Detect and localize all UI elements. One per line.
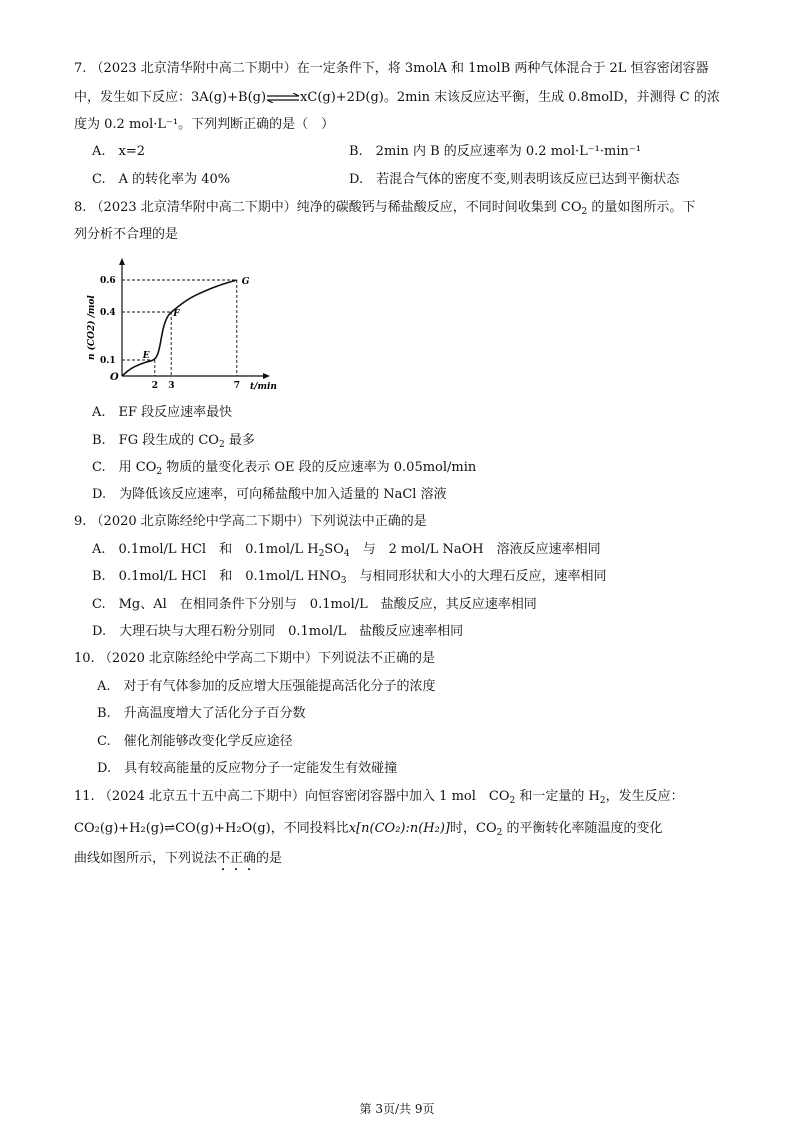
q9-option-d-row [92,623,463,641]
q8-option-b-sub: 2 [218,440,225,450]
q9-option-a-mid: SO [324,542,344,557]
q10-source: （2020 北京陈经纶中学高二下期中） [98,651,319,666]
q10-line1 [74,650,435,668]
y-axis-arrow-icon [119,258,125,265]
q8-option-a: A. EF 段反应速率最快 [92,405,233,420]
y-tick-label-0-6: 0.6 [100,276,116,286]
q8-number: 8. [74,200,87,215]
q9-option-b-sub: 3 [340,576,347,586]
q7-option-d: D. 若混合气体的密度不变,则表明该反应已达到平衡状态 [349,172,680,187]
q8-option-c-sub: 2 [156,467,163,477]
q11-emphasis-text: 不正确 [217,851,257,866]
x-tick-label-7: 7 [233,381,241,391]
q8-option-d-row [92,486,447,504]
q7-options-row1 [92,143,145,161]
q9-line1 [74,513,427,531]
q7-stem-part4: 度为 0.2 mol·L⁻¹。下列判断正确的是（ ） [74,117,335,132]
q11-stem-sub1: 2 [509,796,516,806]
q8-option-b-end: 最多 [224,433,255,448]
q8-stem-part3: 列分析不合理的是 [74,227,179,242]
q9-option-b-end: 与相同形状和大小的大理石反应，速率相同 [346,569,607,584]
q7-option-c: C. A 的转化率为 40% [92,172,231,187]
q7-stem-part3: xC(g)+2D(g)。2min 末该反应达平衡，生成 0.8molD，并测得 C 的浓 [300,90,720,105]
equilibrium-arrow-icon [266,93,300,103]
q8-stem-part2: 的量如图所示。下 [587,200,696,215]
q11-stem-part6: 的平衡转化率随温度的变化 [502,821,663,836]
x-tick-label-2: 2 [151,381,159,391]
q11-stem-part7: 曲线如图所示，下列说法 [74,851,218,866]
q9-number: 9. [74,514,87,529]
y-axis-label: n (CO2) /mol [87,295,97,360]
point-label-e: E [142,351,150,361]
q8-line1 [74,199,695,217]
q11-stem-sub2: 2 [599,796,606,806]
q11-number: 11. [74,789,95,804]
q8-source: （2023 北京清华附中高二下期中） [90,200,297,215]
page-footer: 第 3页/共 9页 [359,1102,435,1116]
q7-option-b-wrap [349,143,641,161]
q7-source: （2023 北京清华附中高二下期中） [90,61,297,76]
q7-stem-part1: 在一定条件下，将 3molA 和 1molB 两种气体混合于 2L 恒容密闭容器 [296,61,709,76]
q8-option-c-end: 物质的量变化表示 OE 段的反应速率为 0.05mol/min [162,460,477,475]
q10-option-d: D. 具有较高能量的反应物分子一定能发生有效碰撞 [97,761,398,776]
q11-stem-part1: 向恒容密闭容器中加入 1 mol CO [305,789,510,804]
q7-line1 [74,60,709,78]
q11-stem-part3: ，发生反应： [605,789,684,804]
q8-line2 [74,226,178,244]
q8-option-b-row [92,432,255,450]
q9-option-c: C. Mg、Al 在相同条件下分别与 0.1mol/L 盐酸反应，其反应速率相同 [92,597,537,612]
q11-equation-left: CO₂(g)+H₂(g) [74,821,165,836]
q9-source: （2020 北京陈经纶中学高二下期中） [90,514,310,529]
series-line-co2 [122,280,237,376]
q9-option-a-row [92,541,601,559]
q11-line2 [74,820,663,838]
x-axis-arrow-icon [263,373,270,379]
q11-stem-part8: 的是 [256,851,283,866]
q9-option-a-sub2: 4 [343,549,350,559]
y-tick-label-0-4: 0.4 [100,308,116,318]
point-label-f: F [173,309,180,319]
q11-stem-part4: ，不同投料比 [270,821,349,836]
q9-option-b-row [92,568,607,586]
co2-amount-chart [74,252,286,394]
q10-stem: 下列说法不正确的是 [318,651,436,666]
q8-option-c: C. 用 CO [92,460,157,475]
q7-number: 7. [74,61,87,76]
q7-option-b: B. 2min 内 B 的反应速率为 0.2 mol·L⁻¹·min⁻¹ [349,144,641,159]
q9-option-c-row [92,596,537,614]
q7-line3 [74,116,334,134]
q11-equilibrium-icon: ⇌ [164,821,176,836]
q11-ratio-expression: x[n(CO₂):n(H₂)] [348,821,451,836]
q9-option-b: B. 0.1mol/L HCl 和 0.1mol/L HNO [92,569,341,584]
y-tick-label-0-1: 0.1 [100,356,116,366]
q10-option-b: B. 升高温度增大了活化分子百分数 [97,706,306,721]
q10-option-c-row [97,733,293,751]
q8-option-d: D. 为降低该反应速率，可向稀盐酸中加入适量的 NaCl 溶液 [92,487,447,502]
q9-option-a-sub1: 2 [318,549,325,559]
q8-stem-sub: 2 [581,207,588,217]
q7-option-a: A. x=2 [92,144,146,159]
q10-option-a: A. 对于有气体参加的反应增大压强能提高活化分子的浓度 [97,679,436,694]
q8-stem-part1: 纯净的碳酸钙与稀盐酸反应，不同时间收集到 CO [296,200,582,215]
q11-line1 [74,788,684,806]
q9-stem: 下列说法中正确的是 [309,514,427,529]
point-label-g: G [241,277,250,287]
q11-stem-sub3: 2 [496,828,503,838]
q10-option-b-row [97,705,306,723]
q9-option-a-end: 与 2 mol/L NaOH 溶液反应速率相同 [349,542,601,557]
q7-line2 [74,89,720,107]
q11-stem-part5: 时，CO [450,821,497,836]
q8-option-a-row [92,404,232,422]
q11-source: （2024 北京五十五中高二下期中） [98,789,306,804]
q8-option-c-row [92,459,476,477]
q10-option-a-row [97,678,436,696]
x-axis-label: t/min [250,382,277,392]
q9-option-a: A. 0.1mol/L HCl 和 0.1mol/L H [92,542,319,557]
origin-label: O [110,372,119,383]
q7-options-row2 [92,171,230,189]
q10-option-c: C. 催化剂能够改变化学反应途径 [97,734,293,749]
x-tick-label-3: 3 [168,381,175,391]
q8-option-b: B. FG 段生成的 CO [92,433,219,448]
q10-option-d-row [97,760,397,778]
q7-option-d-wrap [349,171,679,189]
q11-line3 [74,850,282,874]
q9-option-d: D. 大理石块与大理石粉分别同 0.1mol/L 盐酸反应速率相同 [92,624,464,639]
q7-stem-part2: 中，发生如下反应：3A(g)+B(g) [74,90,267,105]
q11-equation-right: CO(g)+H₂O(g) [175,821,271,836]
q11-stem-part2: 和一定量的 H [515,789,600,804]
q10-number: 10. [74,651,95,666]
